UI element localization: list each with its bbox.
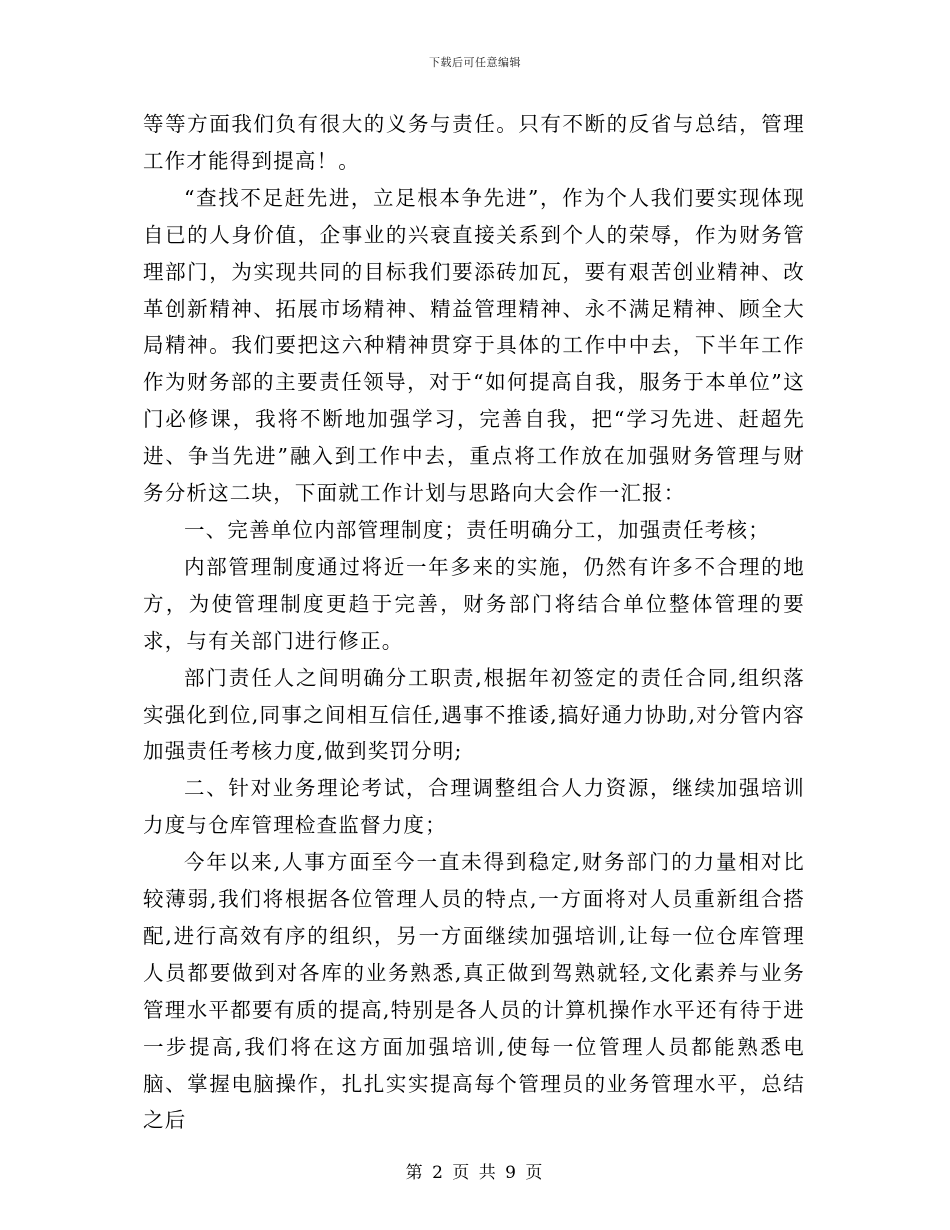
paragraph-responsibility: 部门责任人之间明确分工职责,根据年初签定的责任合同,组织落实强化到位,同事之间相互信任,遇事不推诿,搞好通力协助,对分管内容加强责任考核力度,做到奖罚分明; — [143, 665, 805, 764]
paragraph-training: 今年以来,人事方面至今一直未得到稳定,财务部门的力量相对比较薄弱,我们将根据各位管理人员的特点,一方面将对人员重新组合搭配,进行高效有序的组织，另一方面继续加强培训,让每一位仓库管理人员都要做到对各库的业务熟悉,真正做到驾熟就轻,文化素养与业务管理水平都要有质的提高,特别是各人员的计算机操作水平还有待于进一步提高,我们将在这方面加强培训,使每一位管理人员都能熟悉电脑、掌握电脑操作，扎扎实实提高每个管理员的业务管理水平，总结之后 — [143, 850, 805, 1133]
document-body — [143, 106, 805, 1139]
paragraph-slogan-intro: “查找不足赶先进，立足根本争先进”，作为个人我们要实现体现自已的人身价值，企事业的兴衰直接关系到个人的荣辱，作为财务管理部门，为实现共同的目标我们要添砖加瓦，要有艰苦创业精神、改革创新精神、拓展市场精神、精益管理精神、永不满足精神、顾全大局精神。我们要把这六种精神贯穿于具体的工作中中去，下半年工作作为财务部的主要责任领导，对于“如何提高自我，服务于本单位”这门必修课，我将不断地加强学习，完善自我，把“学习先进、赶超先进、争当先进”融入到工作中去，重点将工作放在加强财务管理与财务分析这二块，下面就工作计划与思路向大会作一汇报： — [143, 185, 805, 506]
section-heading-2: 二、针对业务理论考试，合理调整组合人力资源，继续加强培训力度与仓库管理检查监督力度； — [143, 776, 805, 838]
paragraph-continued: 等等方面我们负有很大的义务与责任。只有不断的反省与总结，管理工作才能得到提高！。 — [143, 112, 805, 173]
paragraph-internal-rules: 内部管理制度通过将近一年多来的实施，仍然有许多不合理的地方，为使管理制度更趋于完善，财务部门将结合单位整体管理的要求，与有关部门进行修正。 — [143, 554, 805, 653]
section-heading-1: 一、完善单位内部管理制度；责任明确分工，加强责任考核； — [184, 517, 770, 542]
page-number: 第 2 页 共 9 页 — [405, 1163, 545, 1183]
page-header-note: 下载后可任意编辑 — [429, 56, 521, 69]
